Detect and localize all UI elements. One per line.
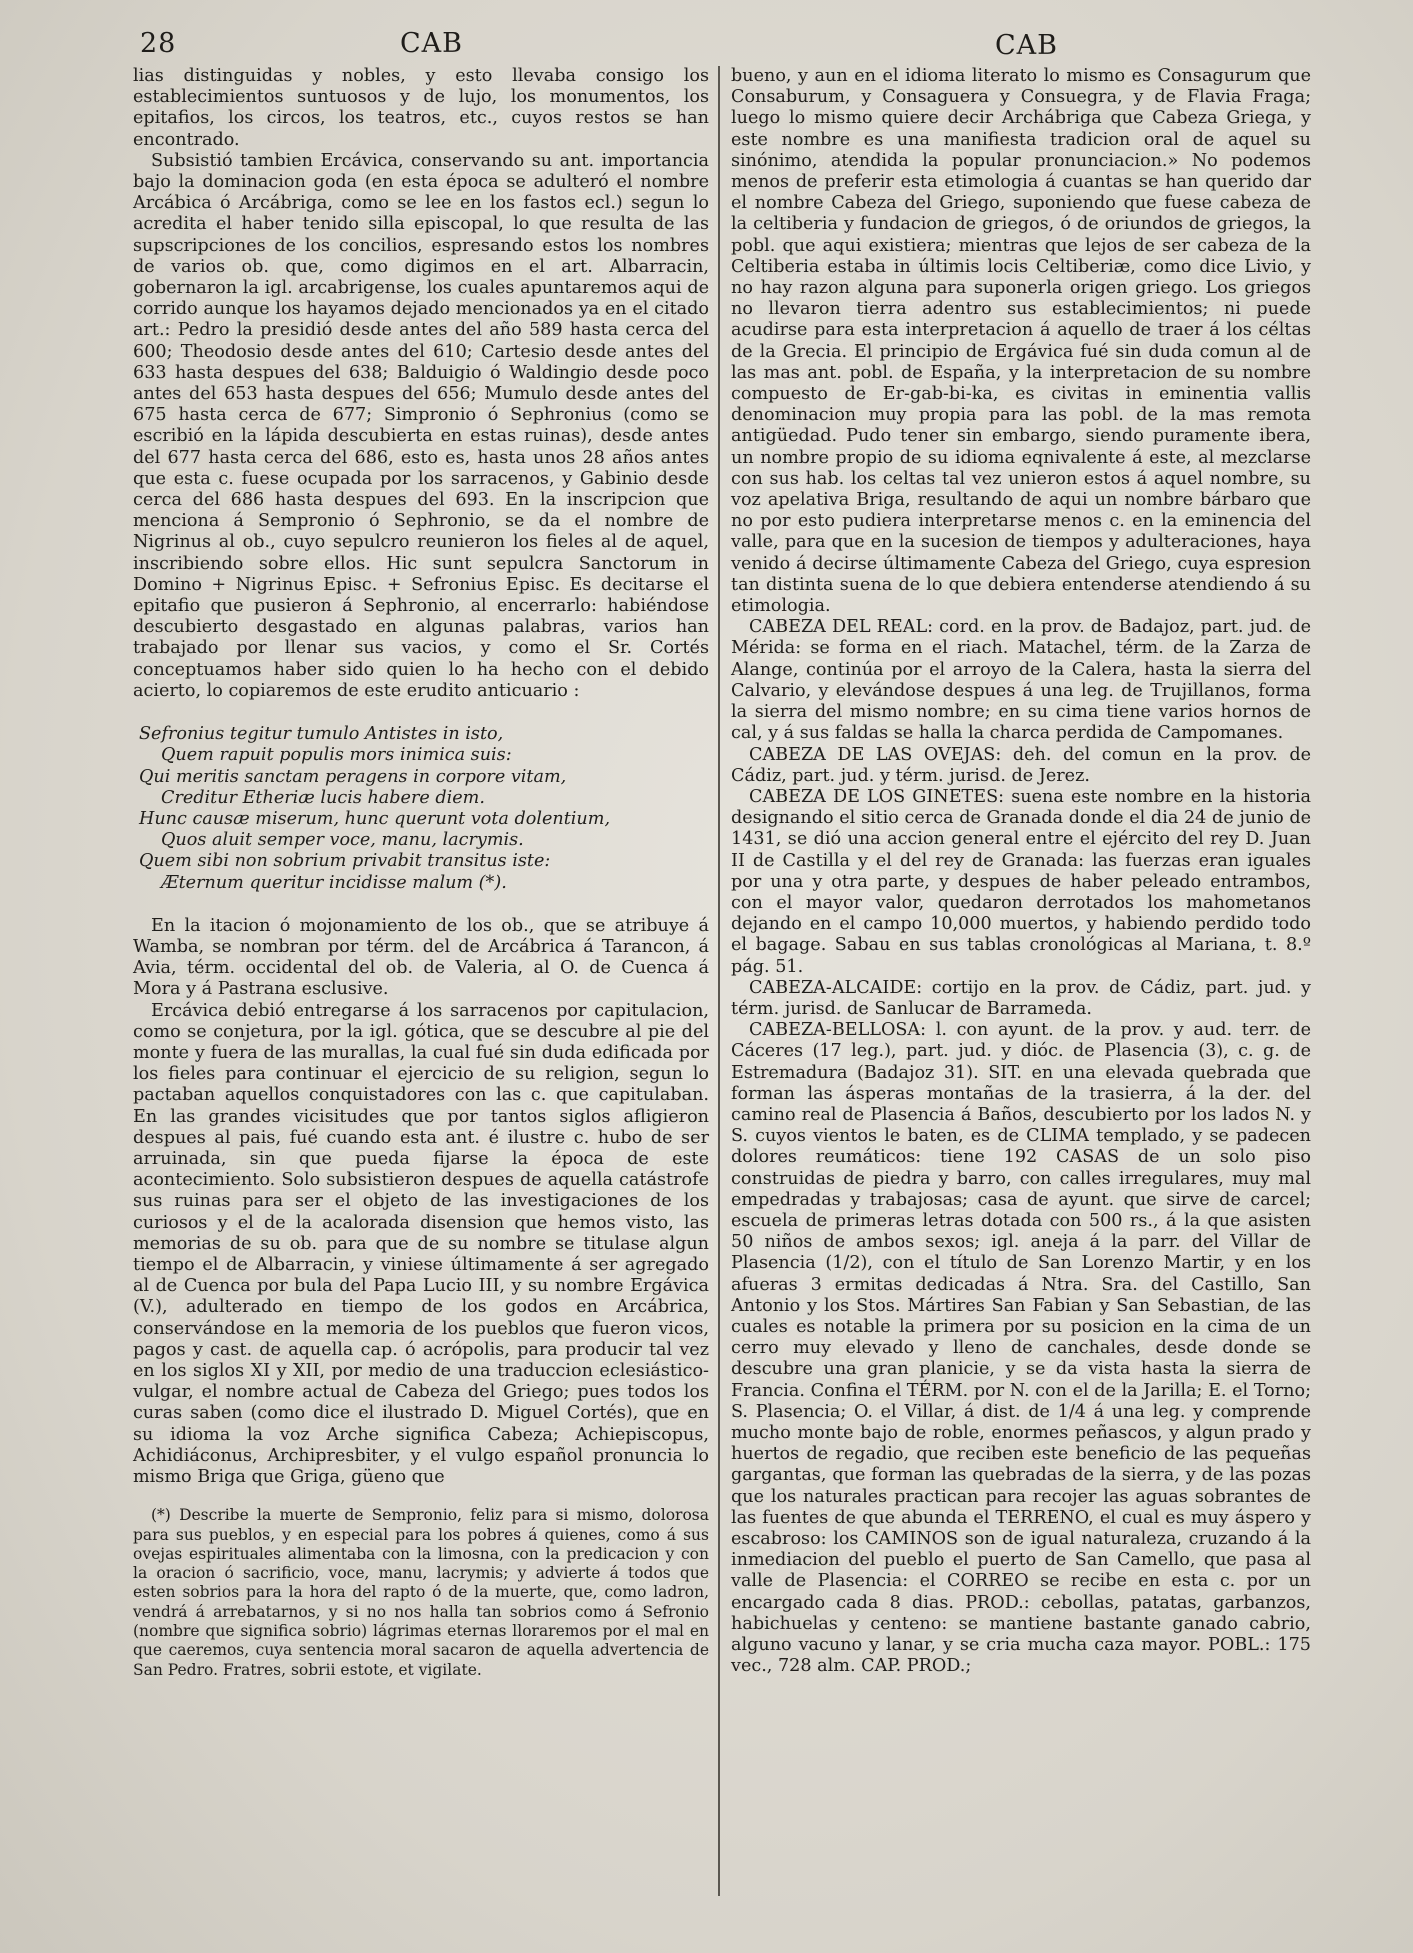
poem-line: Sefronius tegitur tumulo Antistes in isto, xyxy=(139,724,504,745)
poem-line: Quem sibi non sobrium privabit transitus iste: xyxy=(139,851,551,872)
poem-line: Æternum queritur incidisse malum (*). xyxy=(161,872,507,893)
poem-line: Quos aluit semper voce, manu, lacrymis. xyxy=(161,830,524,851)
poem-line: Quem rapuit populis mors inimica suis: xyxy=(161,745,512,766)
entry-cabeza-del-real: CABEZA DEL REAL: cord. en la prov. de Badajoz, part. jud. de Mérida: se forma en el riach. Matachel, térm. de la Zarza de Alange, continúa por el arroyo de la Calera, hasta la sierra del Calvario, y elevándose despues á una leg. de Trujillanos, forma la sierra del mismo nombre; en su cima tiene varios hornos de cal, y á sus faldas se halla la charca perdida de Campomanes. xyxy=(731,617,1311,744)
running-head xyxy=(140,22,1318,66)
entry-cabeza-de-las-ovejas: CABEZA DE LAS OVEJAS: deh. del comun en la prov. de Cádiz, part. jud. y térm. jurisd. de Jerez. xyxy=(731,744,1311,786)
column-divider xyxy=(718,66,720,1896)
footnote xyxy=(133,1506,709,1680)
entry-cabeza-bellosa: CABEZA-BELLOSA: l. con ayunt. de la prov. y aud. terr. de Cáceres (17 leg.), part. jud. y dióc. de Plasencia (3), c. g. de Estremadura (Badajoz 31). SIT. en una elevada quebrada que forman las ásperas montañas de la trasierra, á la der. del camino real de Plasencia á Baños, descubierto por los lados N. y S. cuyos vientos le baten, es de CLIMA templado, y se padecen dolores reumáticos: tiene 192 CASAS de un solo piso construidas de piedra y barro, con calles irregulares, muy mal empedradas y trabajosas; casa de ayunt. que sirve de carcel; escuela de primeras letras dotada con 500 rs., á la que asisten 50 niños de ambos sexos; igl. aneja á la parr. del Villar de Plasencia (1/2), con el título de San Lorenzo Martir, y en los afueras 3 ermitas dedicadas á Ntra. Sra. del Castillo, San Antonio y los Stos. Mártires San Fabian y San Sebastian, de las cuales es notable la primera por su posicion en la cima de un cerro muy elevado y lleno de canchales, desde donde se descubre una gran planicie, y se da vista hasta la sierra de Francia. Confina el TÉRM. por N. con el de la Jarilla; E. el Torno; S. Plasencia; O. el Villar, á dist. de 1/4 á una leg. y comprende mucho monte bajo de roble, enormes peñascos, y algun prado y huertos de regadio, que reciben este beneficio de las pequeñas gargantas, que forman las quebradas de la sierra, y de las pozas que los naturales practican para recojer las aguas sobrantes de las fuentes de que abunda el TERRENO, el cual es muy áspero y escabroso: los CAMINOS son de igual naturaleza, cruzando á la inmediacion del pueblo el puerto de San Camello, que pasa al valle de Plasencia: el CORREO se recibe en esta c. por un encargado cada 8 dias. PROD.: cebollas, patatas, garbanzos, habichuelas y centeno: se mantiene bastante ganado cabrio, alguno vacuno y lanar, y se cria mucha caza mayor. POBL.: 175 vec., 728 alm. CAP. PROD.; xyxy=(731,1020,1311,1677)
entry-cabeza-de-los-ginetes: CABEZA DE LOS GINETES: suena este nombre en la historia designando el sitio cerca de Granada donde el dia 24 de junio de 1431, se dió una accion general entre el ejército del rey D. Juan II de Castilla y el del rey de Granada: las fuerzas eran iguales por una y otra parte, y despues de haber peleado entrambos, con el mayor valor, quedaron derrotados los mahometanos dejando en el campo 10,000 muertos, y habiendo perdido todo el bagage. Sabau en sus tablas cronológicas al Mariana, t. 8.º pág. 51. xyxy=(731,786,1311,977)
paragraph: lias distinguidas y nobles, y esto llevaba consigo los establecimientos suntuosos y de lujo, los monumentos, los epitafios, los circos, los teatros, etc., cuyos restos se han encontrado. xyxy=(133,66,709,150)
paragraph: Ercávica debió entregarse á los sarracenos por capitulacion, como se conjetura, por la igl. gótica, que se descubre al pie del monte y fuera de las murallas, la cual fué sin duda edificada por los fieles para continuar el ejercicio de su religion, segun lo pactaban aquellos conquistadores con las c. que capitulaban. En las grandes vicisitudes que por tantos siglos afligieron despues al pais, fué cuando esta ant. é ilustre c. hubo de ser arruinada, sin que pueda fijarse la época de este acontecimiento. Solo subsistieron despues de aquella catástrofe sus ruinas para ser el objeto de las investigaciones de los curiosos y el de la acalorada disension que hemos visto, las memorias de su ob. para que de su nombre se titulase algun tiempo el de Albarracin, y viniese últimamente á ser agregado al de Cuenca por bula del Papa Lucio III, y su nombre Ergávica (V.), adulterado en tiempo de los godos en Arcábrica, conservándose en la memoria de los pueblos que fueron vicos, pagos y cast. de aquella cap. ó acrópolis, para producir tal vez en los siglos XI y XII, por medio de una traduccion eclesiástico-vulgar, el nombre actual de Cabeza del Griego; pues todos los curas saben (como dice el ilustrado D. Miguel Cortés), que en su idioma la voz Arche significa Cabeza; Achiepiscopus, Achidiáconus, Archipresbiter, y el vulgo español pronuncia lo mismo Briga que Griga, güeno que xyxy=(133,1000,709,1487)
paragraph: Subsistió tambien Ercávica, conservando su ant. importancia bajo la dominacion goda (en esta época se adulteró el nombre Arcábica ó Arcábriga, como se lee en los fastos ecl.) segun lo acredita el haber tenido silla episcopal, lo que resulta de las supscripciones de los concilios, espresando estos los nombres de varios ob. que, como digimos en el art. Albarracin, gobernaron la igl. arcabrigense, los cuales apuntaremos aqui de corrido aunque los hayamos dejado mencionados ya en el citado art.: Pedro la presidió desde antes del año 589 hasta cerca del 600; Theodosio desde antes del 610; Cartesio desde antes del 633 hasta despues del 638; Balduigio ó Waldingio desde poco antes del 653 hasta despues del 656; Mumulo desde antes del 675 hasta cerca de 677; Simpronio ó Sephronius (como se escribió en la lápida descubierta en estas ruinas), desde antes del 677 hasta cerca del 686, esto es, hasta unos 28 años antes que esta c. fuese ocupada por los sarracenos, y Gabinio desde cerca del 686 hasta despues del 693. En la inscripcion que menciona á Sempronio ó Sephronio, se da el nombre de Nigrinus al ob., cuyo sepulcro reunieron los fieles al de aquel, inscribiendo sobre ellos. Hic sunt sepulcra Sanctorum in Domino + Nigrinus Episc. + Sefronius Episc. Es decitarse el epitafio que pusieron á Sephronio, al encerrarlo: habiéndose descubierto desgastado en algunas palabras, varios han trabajado por llenar sus vacios, y como el Sr. Cortés conceptuamos haber sido quien lo ha hecho con el debido acierto, lo copiaremos de este erudito anticuario : xyxy=(133,150,709,701)
left-running-title: CAB xyxy=(400,28,463,59)
footnote-text: (*) Describe la muerte de Sempronio, feliz para si mismo, dolorosa para sus pueblos, y en especial para los pobres á quienes, como á sus ovejas espirituales alimentaba con la limosna, con la predicacion y con la oracion ó sacrificio, voce, manu, lacrymis; y advierte á todos que esten sobrios para la hora del rapto ó de la muerte, que, como ladron, vendrá á arrebatarnos, y si no nos halla tan sobrios como á Sefronio (nombre que significa sobrio) lágrimas eternas lloraremos por el mal en que caeremos, cuya sentencia moral sacaron de aquella advertencia de San Pedro. Fratres, sobrii estote, et vigilate. xyxy=(133,1506,709,1679)
right-column xyxy=(731,66,1311,1677)
epitaph-poem xyxy=(139,724,709,894)
left-column xyxy=(133,66,709,1680)
poem-line: Creditur Etheriæ lucis habere diem. xyxy=(161,787,485,808)
paragraph: bueno, y aun en el idioma literato lo mismo es Consagurum que Consaburum, y Consaguera y Consuegra, y de Flavia Fraga; luego lo mismo quiere decir Archábriga que Cabeza Griega, y este nombre es una manifiesta tradicion oral de aquel su sinónimo, atendida la popular pronunciacion.» No podemos menos de preferir esta etimologia á cuantas se han querido dar el nombre Cabeza del Griego, suponiendo que fuese cabeza de la celtiberia y fundacion de griegos, ó de oriundos de griegos, la pobl. que aqui existiera; mientras que lejos de ser cabeza de la Celtiberia estaba in últimis locis Celtiberiæ, como dice Livio, y no hay razon alguna para suponerla origen griego. Los griegos no llevaron tierra adentro sus establecimientos; ni puede acudirse para esta interpretacion á aquello de traer á los céltas de la Grecia. El principio de Ergávica fué sin duda comun al de las mas ant. pobl. de España, y la interpretacion de su nombre compuesto de Er-gab-bi-ka, es civitas in eminentia vallis denominacion muy propia para las pobl. de la mas remota antigüedad. Pudo tener sin embargo, siendo puramente ibera, un nombre propio de su idioma eqnivalente á este, al mezclarse con sus hab. los celtas tal vez unieron estos á aquel nombre, su voz apelativa Briga, resultando de aqui un nombre bárbaro que no por esto pudiera interpretarse menos c. en la eminencia del valle, para que en la sucesion de tiempos y adulteraciones, haya venido á decirse últimamente Cabeza del Griego, cuya espresion tan distinta suena de lo que debiera entenderse atendiendo á su etimologia. xyxy=(731,66,1311,617)
entry-cabeza-alcaide: CABEZA-ALCAIDE: cortijo en la prov. de Cádiz, part. jud. y térm. jurisd. de Sanlucar de Barrameda. xyxy=(731,977,1311,1019)
poem-line: Qui meritis sanctam peragens in corpore vitam, xyxy=(139,766,567,787)
poem-line: Hunc causæ miserum, hunc querunt vota dolentium, xyxy=(139,808,611,829)
paragraph: En la itacion ó mojonamiento de los ob., que se atribuye á Wamba, se nombran por térm. del de Arcábrica á Tarancon, á Avia, térm. occidental del ob. de Valeria, al O. de Cuenca á Mora y á Pastrana esclusive. xyxy=(133,915,709,1000)
right-running-title: CAB xyxy=(995,30,1058,61)
page-number: 28 xyxy=(140,28,177,59)
